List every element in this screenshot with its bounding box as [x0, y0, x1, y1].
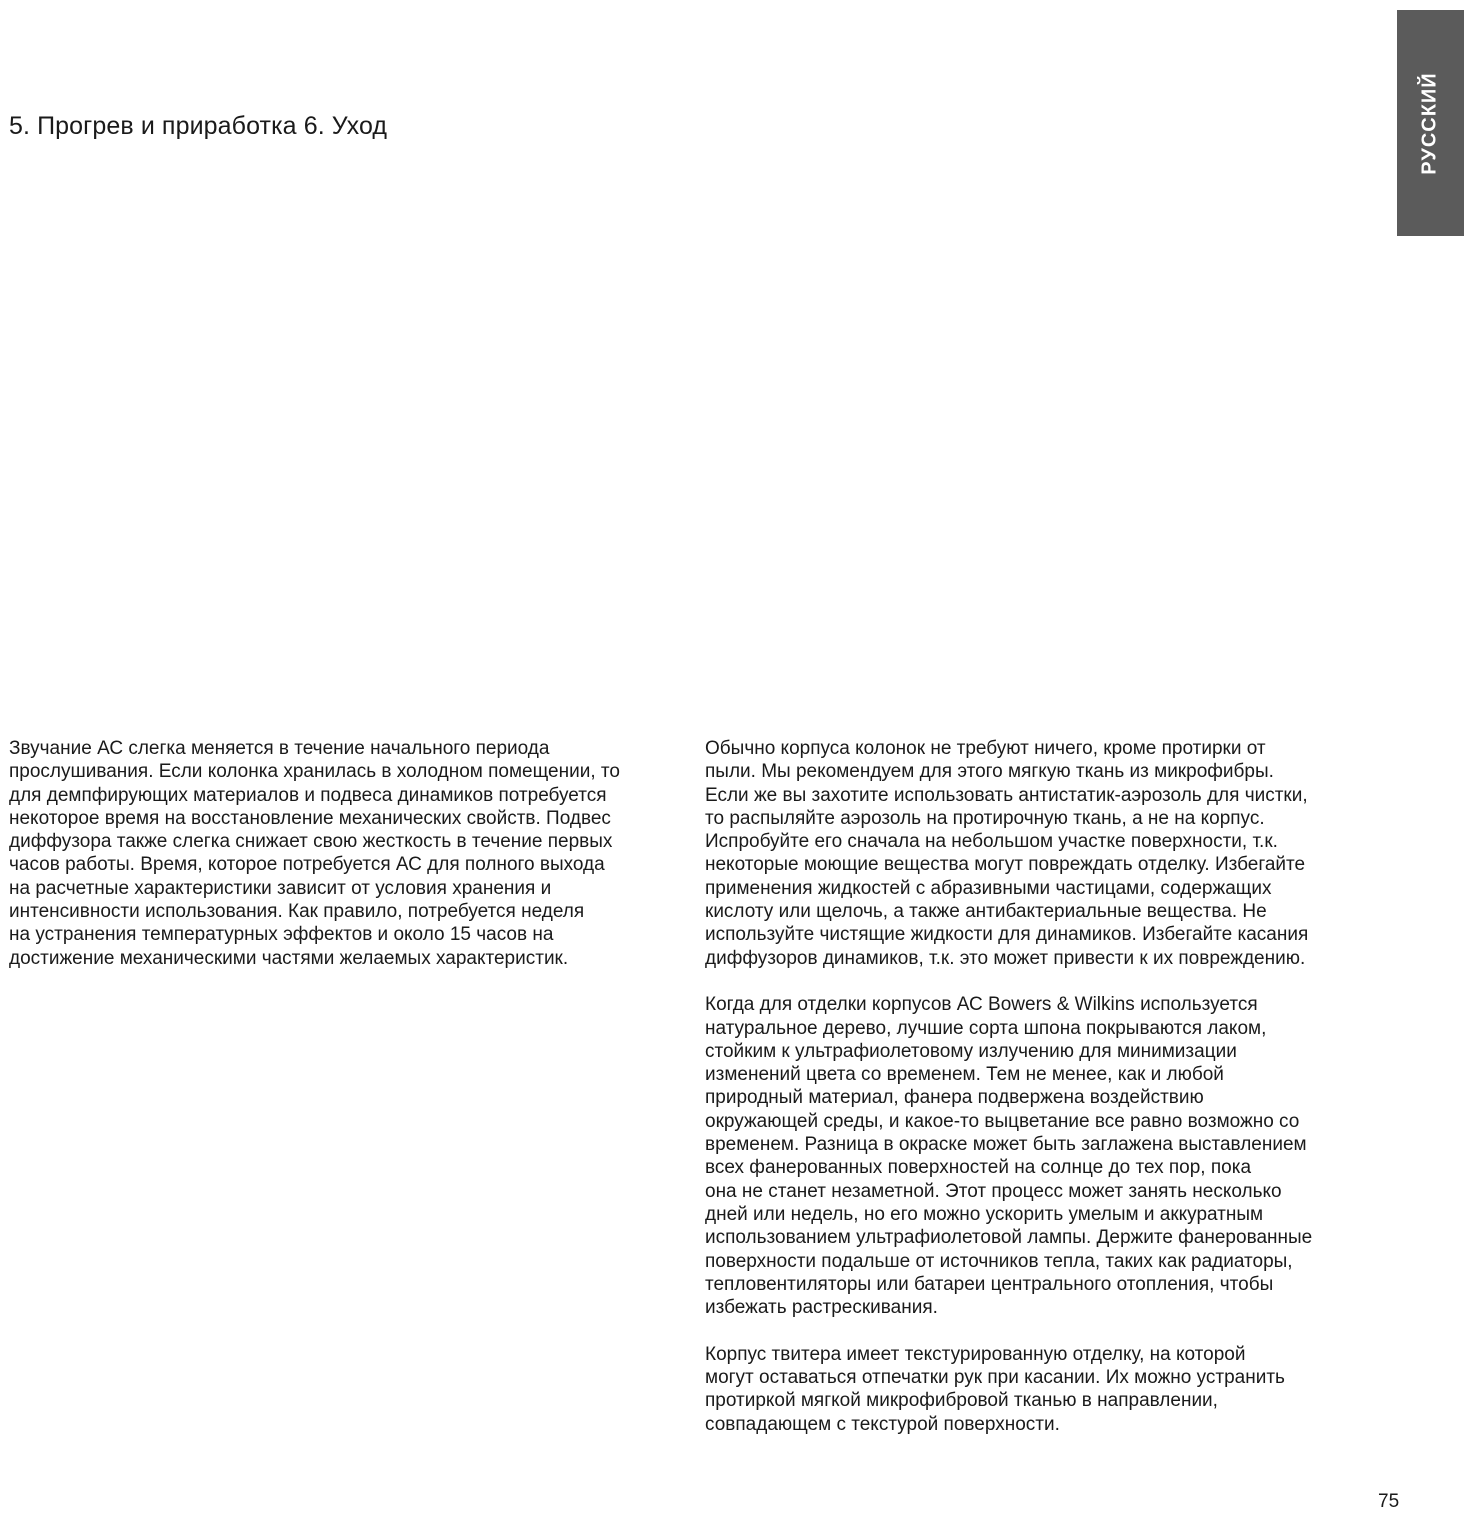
language-tab	[1397, 10, 1464, 236]
care-paragraph-veneer: Когда для отделки корпусов АС Bowers & Wilkins используется натуральное дерево, лучшие сорта шпона покрываются лаком, стойким к ультрафиолетовому излучению для минимизации изменений цвета со временем. Тем не менее, как и любой природный материал, фанера подвержена воздействию окружающей среды, и какое-то выцветание все равно возможно со временем. Разница в окраске может быть заглажена выставлением всех фанерованных поверхностей на солнце до тех пор, пока она не станет незаметной. Этот процесс может занять несколько дней или недель, но его можно ускорить умелым и аккуратным использованием ультрафиолетовой лампы. Держите фанерованные поверхности подальше от источников тепла, таких как радиаторы, тепловентиляторы или батареи центрального отопления, чтобы избежать растрескивания.	[705, 994, 1313, 1319]
page-number: 75	[1378, 1491, 1400, 1512]
page-heading: 5. Прогрев и приработка 6. Уход	[9, 112, 388, 140]
left-column	[9, 737, 669, 993]
care-paragraph-cleaning: Обычно корпуса колонок не требуют ничего, кроме протирки от пыли. Мы рекомендуем для этого мягкую ткань из микрофибры. Если же вы захотите использовать антистатик-аэрозоль для чистки, то распыляйте аэрозоль на протирочную ткань, а не на корпус. Испробуйте его сначала на небольшом участке поверхности, т.к. некоторые моющие вещества могут повреждать отделку. Избегайте применения жидкостей с абразивными частицами, содержащих кислоту или щелочь, а также антибактериальные вещества. Не используйте чистящие жидкости для динамиков. Избегайте касания диффузоров динамиков, т.к. это может привести к их повреждению.	[705, 738, 1309, 969]
warmup-paragraph: Звучание АС слегка меняется в течение начального периода прослушивания. Если колонка хранилась в холодном помещении, то для демпфирующих материалов и подвеса динамиков потребуется некоторое время на восстановление механических свойств. Подвес диффузора также слегка снижает свою жесткость в течение первых часов работы. Время, которое потребуется АС для полного выхода на расчетные характеристики зависит от условия хранения и интенсивности использования. Как правило, потребуется неделя на устранения температурных эффектов и около 15 часов на достижение механическими частями желаемых характеристик.	[9, 738, 620, 969]
language-tab-label: РУССКИЙ	[1419, 71, 1441, 175]
right-column	[705, 737, 1365, 1459]
care-paragraph-tweeter: Корпус твитера имеет текстурированную отделку, на которой могут оставаться отпечатки рук при касании. Их можно устранить протиркой мягкой микрофибровой тканью в направлении, совпадающем с текстурой поверхности.	[705, 1343, 1285, 1435]
